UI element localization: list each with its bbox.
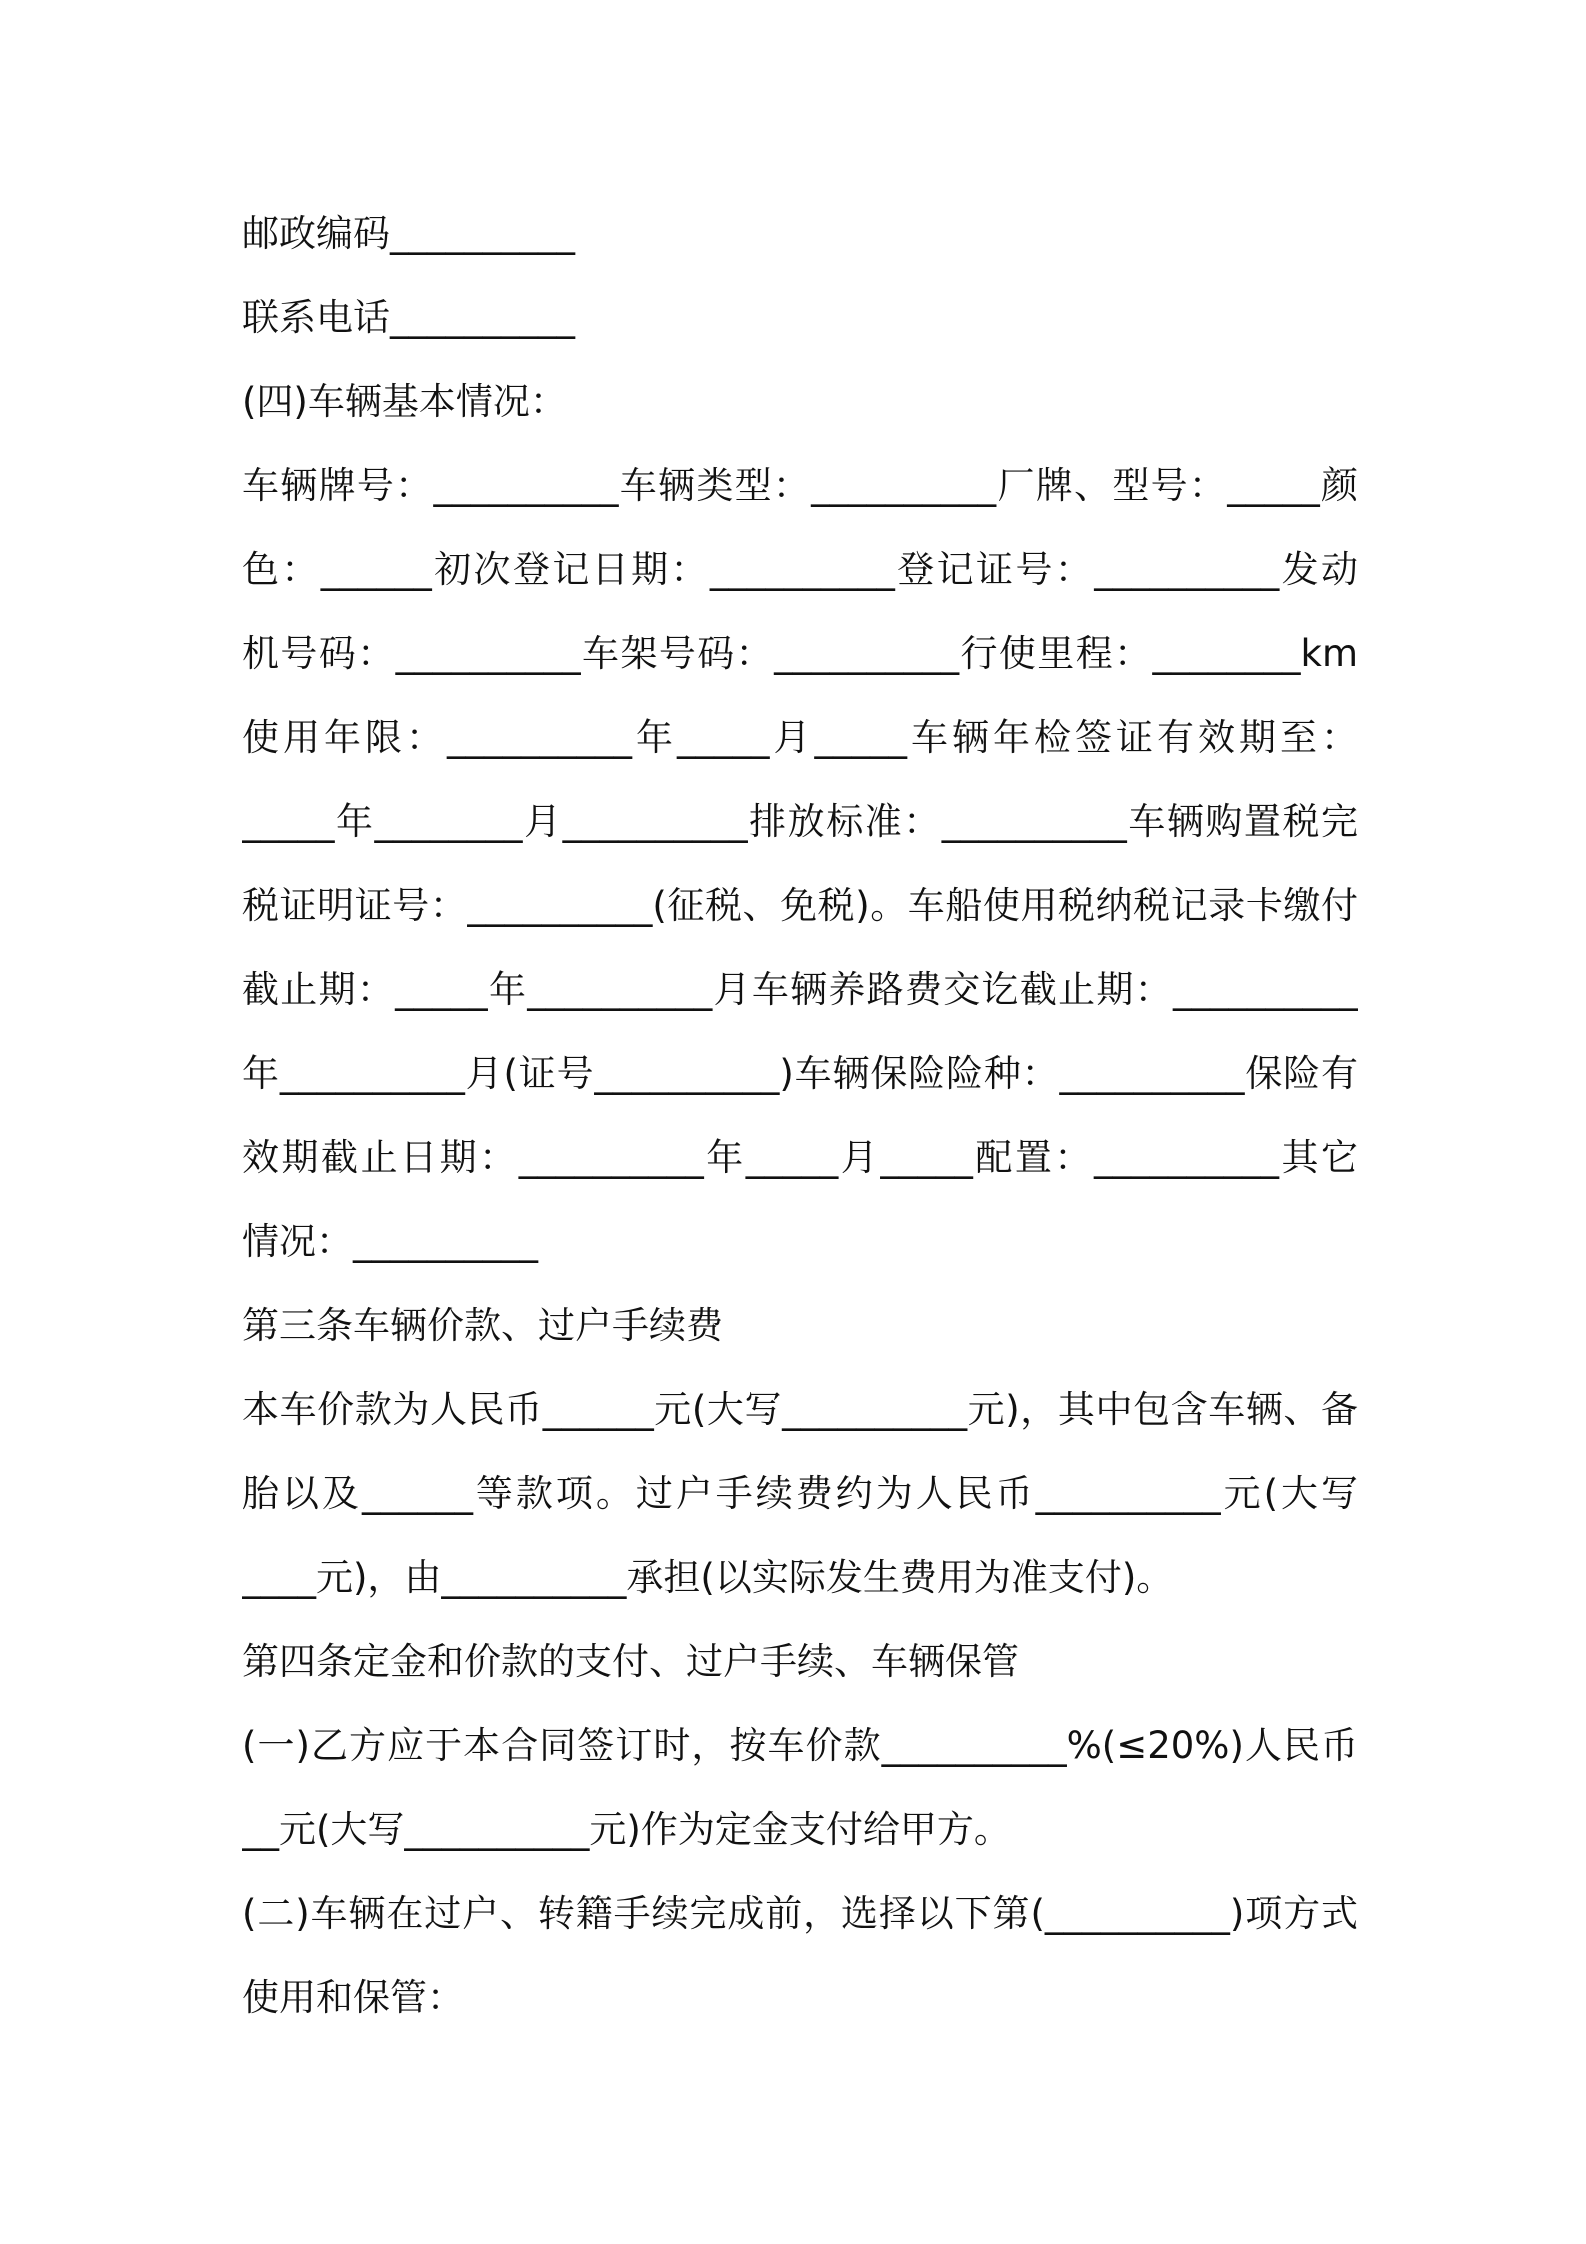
vehicle-info-line-5: _____年________月__________排放标准：__________车辆购置税完 bbox=[242, 800, 1358, 843]
article-3-line-2: 胎以及______等款项。过户手续费约为人民币__________元(大写 bbox=[242, 1472, 1358, 1515]
vehicle-info-line-7: 截止期：_____年__________月车辆养路费交讫截止期：__________ bbox=[242, 968, 1358, 1011]
vehicle-info-line-9: 效期截止日期：__________年_____月_____配置：__________其它 bbox=[242, 1136, 1358, 1179]
vehicle-info-line-10: 情况：__________ bbox=[242, 1220, 538, 1263]
vehicle-info-line-6: 税证明证号：__________(征税、免税)。车船使用税纳税记录卡缴付 bbox=[242, 884, 1358, 927]
vehicle-info-line-3: 机号码：__________车架号码：__________行使里程：________km bbox=[242, 632, 1358, 675]
vehicle-info-line-2: 色：______初次登记日期：__________登记证号：__________发动 bbox=[242, 548, 1358, 591]
vehicle-info-line-8: 年__________月(证号__________)车辆保险险种：__________保险有 bbox=[242, 1052, 1358, 1095]
vehicle-info-line-4: 使用年限：__________年_____月_____车辆年检签证有效期至： bbox=[242, 716, 1358, 759]
article-4-item-2-line-1: (二)车辆在过户、转籍手续完成前，选择以下第(__________)项方式 bbox=[242, 1892, 1358, 1935]
vehicle-basic-info-heading: (四)车辆基本情况： bbox=[242, 380, 567, 423]
article-4-item-1-line-2: __元(大写__________元)作为定金支付给甲方。 bbox=[242, 1808, 1011, 1851]
article-3-line-3: ____元)，由__________承担(以实际发生费用为准支付)。 bbox=[242, 1556, 1174, 1599]
article-4-item-1-line-1: (一)乙方应于本合同签订时，按车价款__________%(≤20%)人民币 bbox=[242, 1724, 1358, 1767]
phone-line: 联系电话__________ bbox=[242, 296, 575, 339]
article-4-item-2-line-2: 使用和保管： bbox=[242, 1976, 464, 2019]
vehicle-info-line-1: 车辆牌号：__________车辆类型：__________厂牌、型号：_____颜 bbox=[242, 464, 1358, 507]
postal-code-line: 邮政编码__________ bbox=[242, 212, 575, 255]
article-3-line-1: 本车价款为人民币______元(大写__________元)，其中包含车辆、备 bbox=[242, 1388, 1358, 1431]
article-3-heading: 第三条车辆价款、过户手续费 bbox=[242, 1304, 723, 1347]
contract-text bbox=[242, 192, 1358, 2040]
article-4-heading: 第四条定金和价款的支付、过户手续、车辆保管 bbox=[242, 1640, 1019, 1683]
